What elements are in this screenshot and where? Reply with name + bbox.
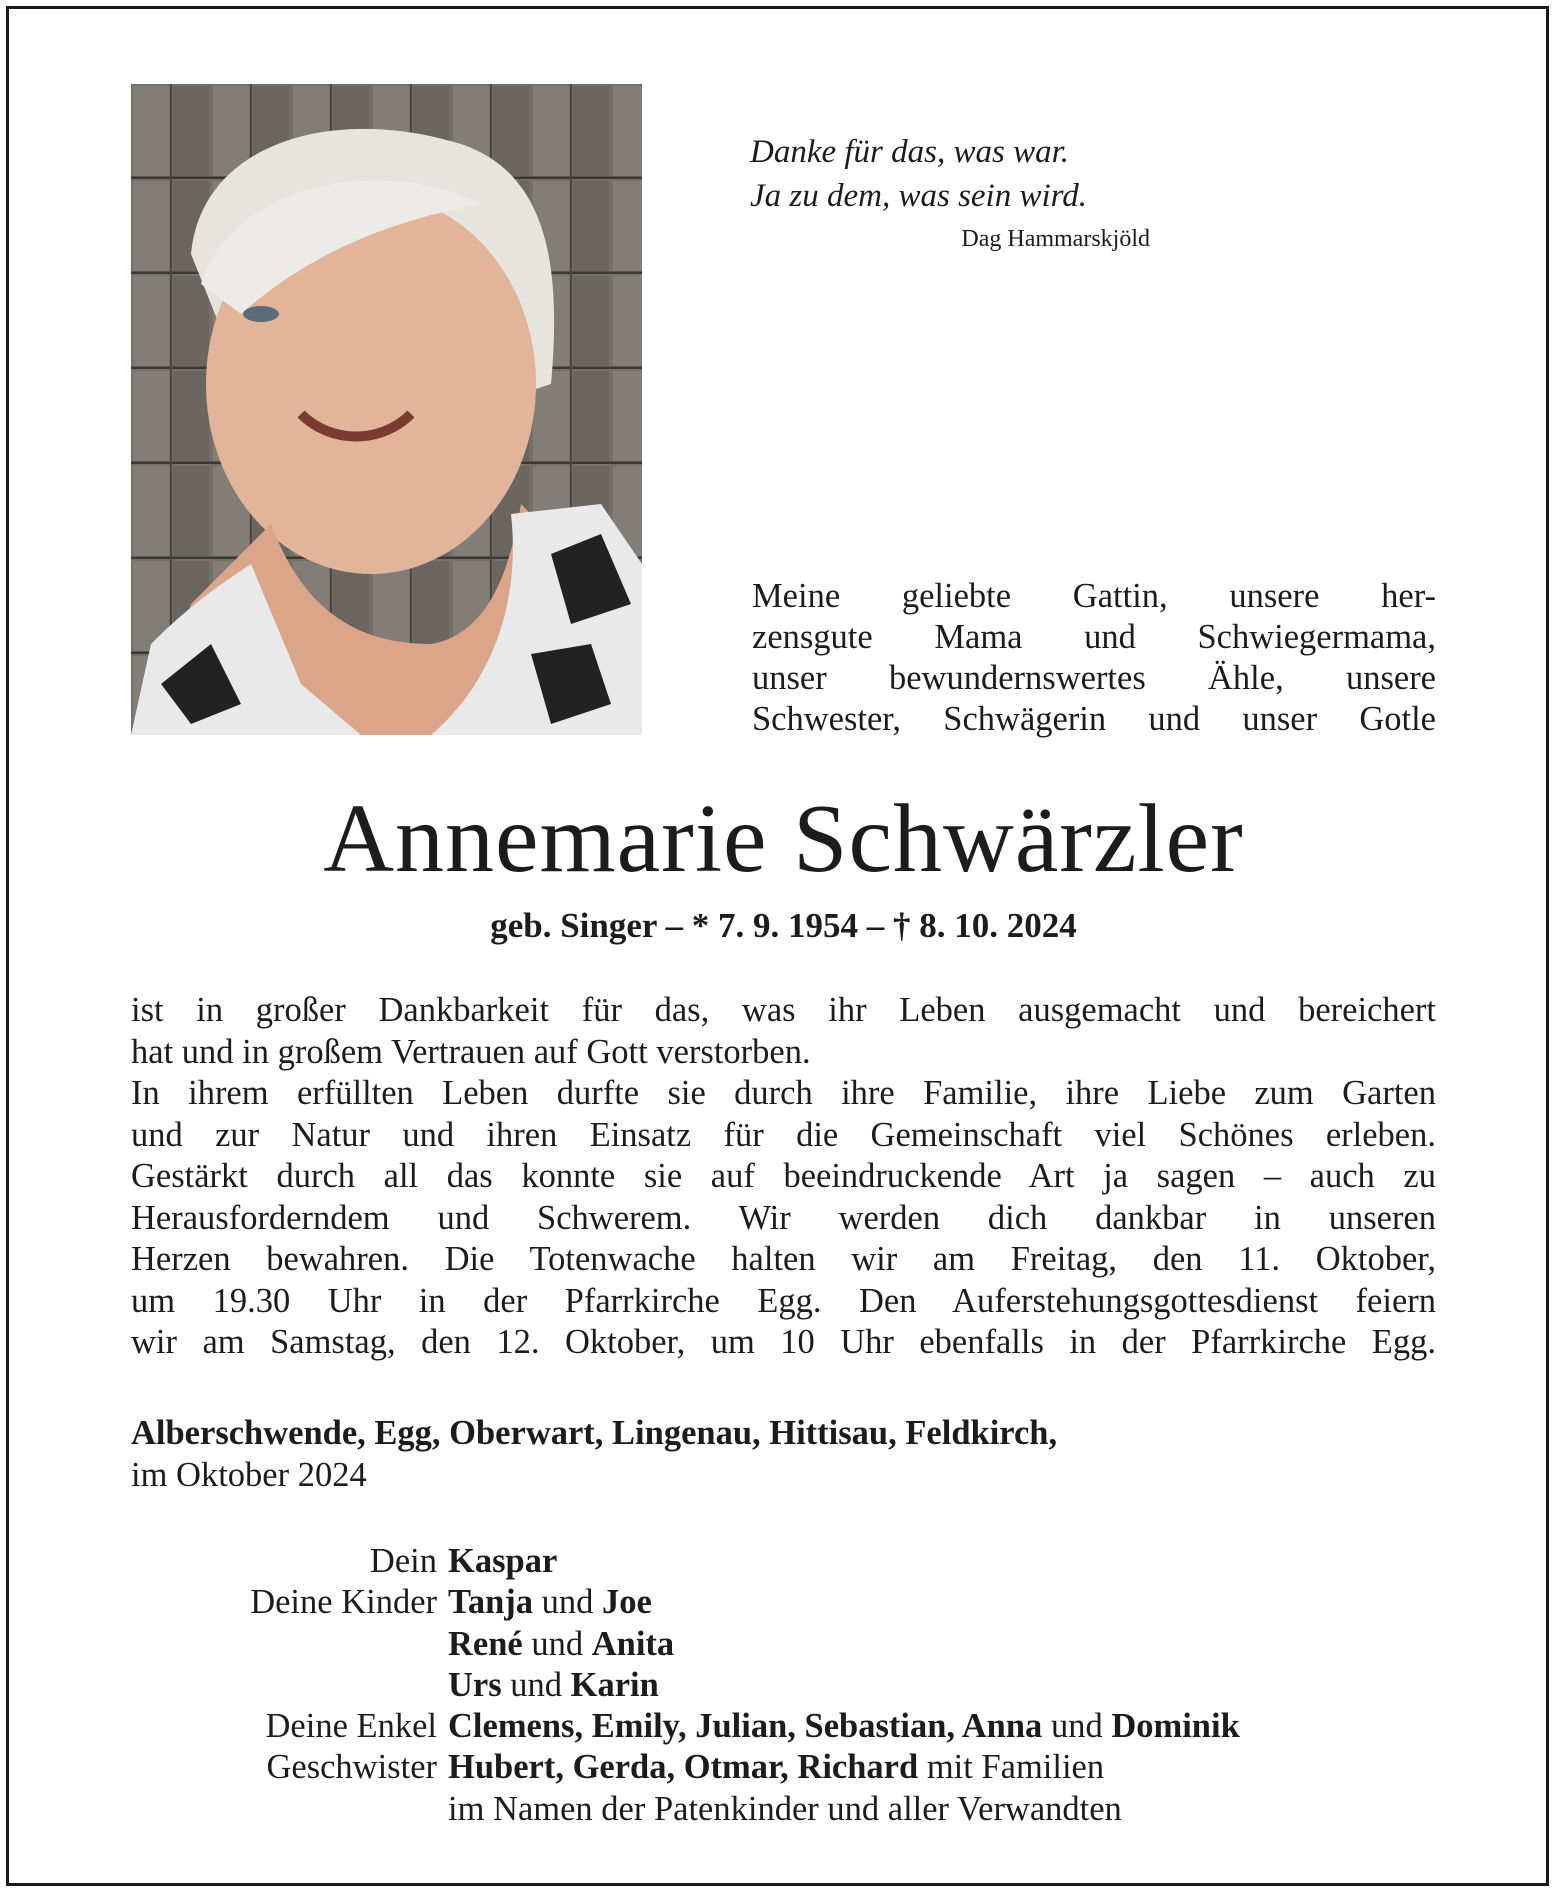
mourner-name: Dominik <box>1111 1707 1240 1746</box>
obituary-body <box>131 990 1436 1364</box>
mourner-row <box>131 1789 1451 1830</box>
body-line: hat und in großem Vertrauen auf Gott verstorben. <box>131 1032 811 1071</box>
intro-line: Schwester, Schwägerin und unser Gotle <box>752 700 1436 738</box>
mourner-row <box>131 1747 1451 1788</box>
mourner-row <box>131 1706 1451 1747</box>
intro-line: Meine geliebte Gattin, unsere her- <box>752 577 1436 615</box>
connector-text: und <box>1042 1707 1112 1746</box>
body-line: ist in großer Dankbarkeit für das, was ihr Leben ausgemacht und bereichert <box>131 991 1436 1029</box>
mourner-role: Deine Enkel <box>265 1707 437 1746</box>
places-list: Alberschwende, Egg, Oberwart, Lingenau, Hittisau, Feldkirch, <box>131 1414 1058 1452</box>
deceased-name: Annemarie Schwärzler <box>323 785 1244 893</box>
mourner-row <box>131 1624 1451 1665</box>
mourner-name: Kaspar <box>448 1542 558 1580</box>
connector-text: und <box>533 1583 603 1622</box>
mourner-name: Anita <box>591 1624 675 1663</box>
mourner-row <box>131 1541 1451 1582</box>
mourner-row <box>131 1665 1451 1706</box>
intro-text <box>752 576 1436 740</box>
body-line: Herausforderndem und Schwerem. Wir werden dich dankbar in unseren <box>131 1198 1436 1237</box>
mourner-name: René <box>448 1624 523 1663</box>
mourners-list <box>131 1541 1451 1830</box>
mourner-name: Hubert, Gerda, Otmar, Richard <box>448 1748 919 1787</box>
mourner-name: Tanja <box>448 1583 534 1622</box>
body-line: und zur Natur und ihren Einsatz für die Gemeinschaft viel Schönes erleben. <box>131 1115 1436 1154</box>
body-line: Herzen bewahren. Die Totenwache halten wir am Freitag, den 11. Oktober, <box>131 1240 1436 1278</box>
intro-line: unser bewundernswertes Ähle, unsere <box>752 659 1436 697</box>
mourner-role: Dein <box>369 1542 437 1580</box>
intro-line: zensgute Mama und Schwiegermama, <box>752 618 1436 656</box>
body-line: um 19.30 Uhr in der Pfarrkirche Egg. Den Auferstehungsgottesdienst feiern <box>131 1281 1436 1320</box>
closing-line: im Namen der Patenkinder und aller Verwandten <box>448 1789 1122 1828</box>
places-and-date <box>131 1412 1436 1496</box>
notice-date: im Oktober 2024 <box>131 1456 367 1494</box>
quote-line-1: Danke für das, was war. <box>750 134 1070 170</box>
birth-death-dates: geb. Singer – * 7. 9. 1954 – † 8. 10. 2024 <box>490 906 1077 945</box>
mourner-role: Deine Kinder <box>250 1583 437 1622</box>
quote-line-2: Ja zu dem, was sein wird. <box>750 178 1088 214</box>
mourner-name: Joe <box>602 1583 652 1622</box>
portrait-photo <box>131 84 642 735</box>
connector-text: und <box>522 1624 592 1663</box>
body-line: wir am Samstag, den 12. Oktober, um 10 Uhr ebenfalls in der Pfarrkirche Egg. <box>131 1323 1436 1361</box>
quote <box>750 130 1150 218</box>
mourner-name: Clemens, Emily, Julian, Sebastian, Anna <box>448 1707 1043 1746</box>
mourner-name: Karin <box>570 1665 659 1704</box>
mourner-role: Geschwister <box>266 1748 437 1787</box>
connector-text: mit Familien <box>918 1748 1105 1787</box>
body-line: In ihrem erfüllten Leben durfte sie durch ihre Familie, ihre Liebe zum Garten <box>131 1074 1436 1112</box>
quote-author: Dag Hammarskjöld <box>961 226 1150 252</box>
connector-text: und <box>501 1665 571 1704</box>
mourner-name: Urs <box>448 1665 502 1704</box>
mourner-row <box>131 1582 1451 1623</box>
body-line: Gestärkt durch all das konnte sie auf beeindruckende Art ja sagen – auch zu <box>131 1157 1436 1195</box>
